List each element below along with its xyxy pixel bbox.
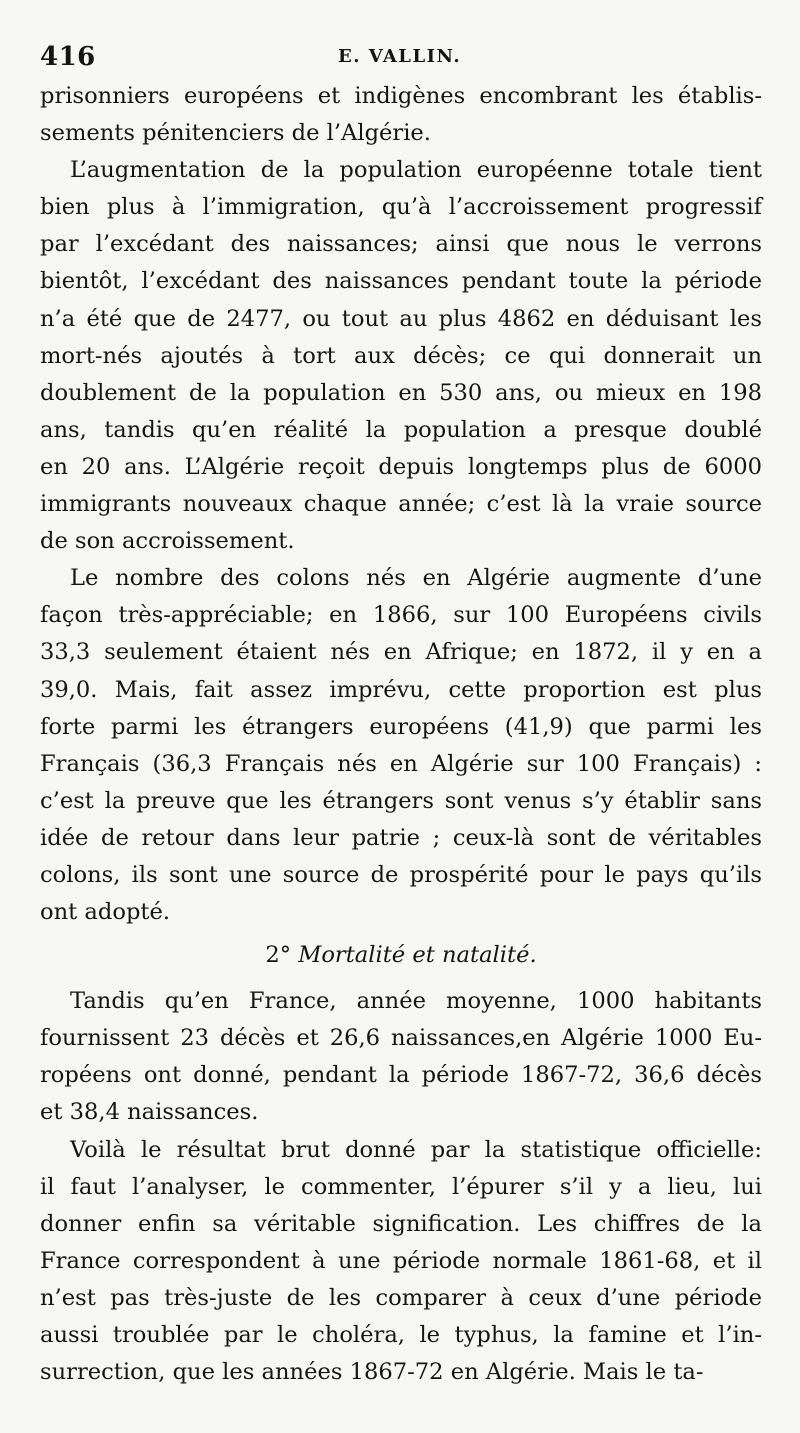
text-line: mort-nés ajoutés à tort aux décès; ce qui donnerait un [40,342,762,369]
text-line: fournissent 23 décès et 26,6 naissances,en Algérie 1000 Eu- [40,1025,762,1052]
text-line: 33,3 seulement étaient nés en Afrique; en 1872, il y en a [40,639,762,666]
text-line: France correspondent à une période normale 1861-68, et il [40,1247,762,1274]
text-line: bientôt, l’excédant des naissances pendant toute la période [40,268,762,295]
text-line: aussi troublée par le choléra, le typhus, la famine et l’in- [40,1322,762,1348]
text-line: idée de retour dans leur patrie ; ceux-là sont de véritables [40,824,762,851]
body-text-after-section [40,983,762,1391]
text-line: bien plus à l’immigration, qu’à l’accroissement progressif [40,194,762,221]
text-line: il faut l’analyser, le commenter, l’épurer s’il y a lieu, lui [40,1173,762,1200]
paragraph [40,78,762,152]
text-line: prisonniers européens et indigènes encombrant les établis- [40,83,762,109]
text-line: 39,0. Mais, fait assez imprévu, cette proportion est plus [40,676,762,703]
section-number: 2° [265,942,291,969]
text-line: surrection, que les années 1867-72 en Algérie. Mais le ta- [40,1359,704,1386]
text-line: c’est la preuve que les étrangers sont venus s’y établir sans [40,787,762,814]
text-line: Tandis qu’en France, année moyenne, 1000 habitants [70,988,762,1015]
page-number: 416 [40,42,96,72]
section-title: Mortalité et natalité. [298,942,537,969]
text-line: ans, tandis qu’en réalité la population a presque doublé [40,416,762,443]
text-line: forte parmi les étrangers européens (41,9) que parmi les [40,713,762,740]
paragraph [40,1132,762,1392]
text-line: donner enfin sa véritable signification. Les chiffres de la [40,1210,762,1237]
text-line: et 38,4 naissances. [40,1099,259,1126]
text-line: doublement de la population en 530 ans, ou mieux en 198 [40,379,762,406]
text-line: L’augmentation de la population européenne totale tient [70,157,762,184]
running-head: E. VALLIN. [338,46,462,67]
text-line: immigrants nouveaux chaque année; c’est là la vraie source [40,491,762,518]
text-line: Français (36,3 Français nés en Algérie sur 100 Français) : [40,750,762,777]
text-line: en 20 ans. L’Algérie reçoit depuis longtemps plus de 6000 [40,453,762,480]
text-line: ont adopté. [40,899,171,926]
text-line: par l’excédant des naissances; ainsi que nous le verrons [40,231,762,258]
page-header [40,38,762,78]
paragraph [40,152,762,560]
text-line: de son accroissement. [40,528,295,555]
text-line: n’a été que de 2477, ou tout au plus 4862 en déduisant les [40,305,762,332]
paragraph [40,560,762,931]
body-text-before-section [40,78,762,931]
text-line: ropéens ont donné, pendant la période 1867-72, 36,6 décès [40,1062,762,1089]
text-line: Voilà le résultat brut donné par la statistique officielle: [70,1136,762,1163]
text-line: colons, ils sont une source de prospérité pour le pays qu’ils [40,861,762,888]
text-line: sements pénitenciers de l’Algérie. [40,120,431,147]
text-line: Le nombre des colons nés en Algérie augmente d’une [70,565,762,592]
text-line: façon très-appréciable; en 1866, sur 100 Européens civils [40,602,762,629]
text-line: n’est pas très-juste de les comparer à ceux d’une période [40,1284,762,1311]
paragraph [40,983,762,1131]
section-heading [40,933,762,977]
